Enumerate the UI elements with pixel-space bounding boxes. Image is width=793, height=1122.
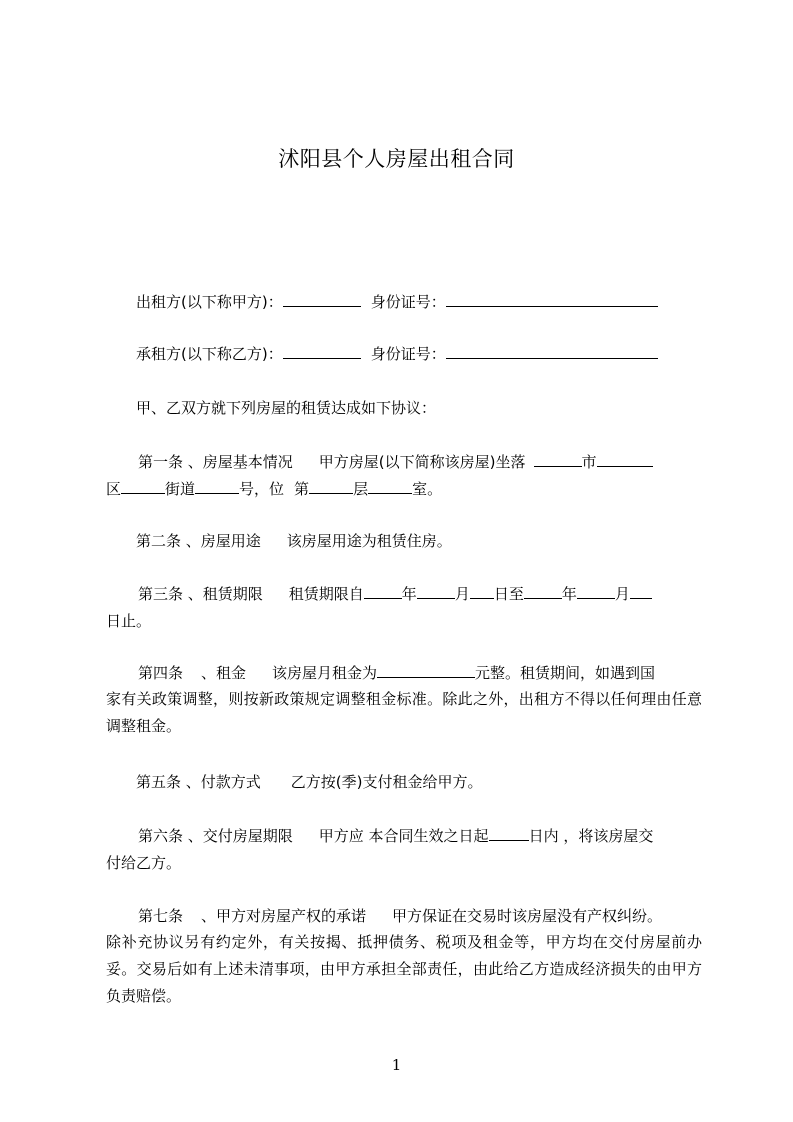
rent-amount-blank[interactable] [377, 663, 475, 678]
article-6-line-1 [138, 826, 653, 846]
room-label: 室。 [412, 480, 443, 498]
page-number: 1 [391, 1056, 402, 1074]
party-b-line [136, 344, 658, 364]
article-4-line-1 [138, 663, 655, 683]
number-label: 号，位 [239, 480, 285, 498]
intro-text: 甲、乙双方就下列房屋的租赁达成如下协议： [136, 399, 437, 417]
delivery-days-blank[interactable] [489, 826, 529, 841]
start-month-blank[interactable] [417, 584, 455, 599]
day-to-label: 日至 [493, 585, 524, 603]
article-1-line-1 [138, 452, 653, 472]
article-6-line-2: 付给乙方。 [106, 854, 182, 872]
end-year-blank[interactable] [524, 584, 562, 599]
start-year-blank[interactable] [364, 584, 402, 599]
party-b-id-label: 身份证号： [370, 345, 446, 363]
article-3-heading: 第三条 、租赁期限 [138, 585, 263, 603]
party-a-line [136, 292, 658, 312]
article-6-text-2: 日内 ，将该房屋交 [528, 827, 654, 845]
floor-prefix: 第 [294, 480, 310, 498]
article-4-heading: 第四条 [138, 664, 184, 682]
year-label: 年 [401, 585, 417, 603]
floor-blank[interactable] [309, 479, 353, 494]
article-3-line-1 [138, 584, 652, 604]
article-7-text: 甲方保证在交易时该房屋没有产权纠纷。 [392, 907, 663, 925]
article-7-heading: 第七条 [138, 907, 184, 925]
party-a-id-blank[interactable] [446, 292, 658, 307]
party-b-name-blank[interactable] [283, 344, 361, 359]
article-4-subheading: 、租金 [201, 664, 247, 682]
article-6-text: 甲方应 本合同生效之日起 [318, 827, 489, 845]
party-b-label: 承租方(以下称乙方)： [136, 345, 283, 363]
article-7-subheading: 、甲方对房屋产权的承诺 [201, 907, 367, 925]
article-7-rest: 除补充协议另有约定外，有关按揭、抵押债务、税项及租金等，甲方均在交付房屋前办妥。交易后如有上述未清事项，由甲方承担全部责任，由此给乙方造成经济损失的由甲方负责赔偿。 [106, 933, 702, 1005]
end-day-blank[interactable] [630, 584, 652, 599]
article-2 [136, 531, 452, 551]
party-a-label: 出租方(以下称甲方)： [136, 293, 283, 311]
party-b-id-blank[interactable] [446, 344, 658, 359]
city-label: 市 [581, 453, 597, 471]
floor-label: 层 [353, 480, 369, 498]
year-label-2: 年 [561, 585, 577, 603]
article-3-line-2: 日止。 [106, 612, 152, 630]
article-2-heading: 第二条 、房屋用途 [136, 532, 261, 550]
article-1-line-2 [106, 479, 442, 499]
room-blank[interactable] [368, 479, 412, 494]
article-5-text: 乙方按(季)支付租金给甲方。 [290, 773, 483, 791]
article-5 [136, 772, 483, 792]
district-label: 区 [106, 480, 122, 498]
article-6-heading: 第六条 、交付房屋期限 [138, 827, 293, 845]
article-4-rest: 家有关政策调整，则按新政策规定调整租金标准。除此之外，出租方不得以任何理由任意调整租金。 [106, 690, 702, 735]
article-1-heading: 第一条 、房屋基本情况 [138, 453, 293, 471]
start-day-blank[interactable] [470, 584, 494, 599]
article-3-text: 租赁期限自 [288, 585, 364, 603]
month-label: 月 [454, 585, 470, 603]
contract-title: 沭阳县个人房屋出租合同 [278, 147, 515, 171]
article-4-text-2: 元整。租赁期间，如遇到国 [475, 664, 656, 682]
end-month-blank[interactable] [577, 584, 615, 599]
article-2-text: 该房屋用途为租赁住房。 [286, 532, 452, 550]
city-blank[interactable] [534, 452, 582, 467]
month-label-2: 月 [614, 585, 630, 603]
party-a-name-blank[interactable] [283, 292, 361, 307]
party-a-id-label: 身份证号： [370, 293, 446, 311]
street-label: 街道 [165, 480, 196, 498]
article-5-heading: 第五条 、付款方式 [136, 773, 261, 791]
article-4-text: 该房屋月租金为 [272, 664, 378, 682]
article-7-line-1 [138, 906, 662, 926]
district-blank[interactable] [597, 452, 653, 467]
article-1-text: 甲方房屋(以下简称该房屋)坐落 [318, 453, 526, 471]
street-blank[interactable] [121, 479, 165, 494]
number-blank[interactable] [195, 479, 239, 494]
